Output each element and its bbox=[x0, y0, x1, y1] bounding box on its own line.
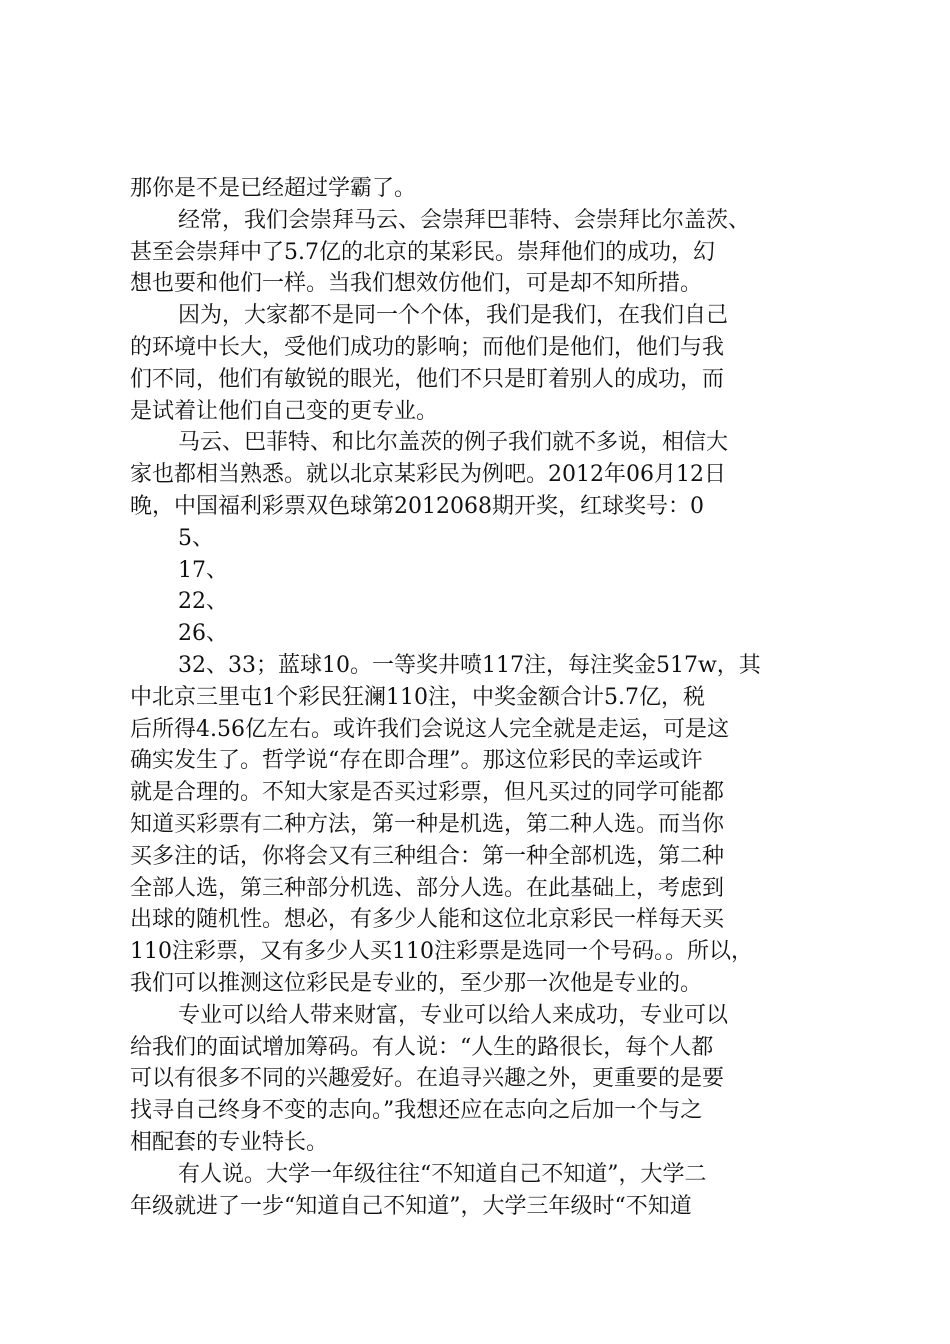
text-line: 全部人选，第三种部分机选、部分人选。在此基础上，考虑到 bbox=[130, 875, 725, 901]
text-line: 年级就进了一步“知道自己不知道”，大学三年级时“不知道 bbox=[130, 1193, 692, 1219]
text-line: 相配套的专业特长。 bbox=[130, 1129, 329, 1155]
text-line: 因为，大家都不是同一个个体，我们是我们，在我们自己 bbox=[178, 303, 729, 329]
text-line: 知道买彩票有二种方法，第一种是机选，第二种人选。而当你 bbox=[130, 811, 725, 837]
text-line: 我们可以推测这位彩民是专业的，至少那一次他是专业的。 bbox=[130, 970, 703, 996]
text-line: 5、 bbox=[178, 525, 214, 551]
text-line: 是试着让他们自己变的更专业。 bbox=[130, 398, 439, 424]
text-line: 后所得4.56亿左右。或许我们会说这人完全就是走运，可是这 bbox=[130, 716, 729, 742]
text-line: 买多注的话，你将会又有三种组合：第一种全部机选，第二种 bbox=[130, 843, 725, 869]
text-line: 26、 bbox=[178, 621, 228, 647]
text-line: 的环境中长大，受他们成功的影响；而他们是他们，他们与我 bbox=[130, 334, 725, 360]
text-line: 马云、巴菲特、和比尔盖茨的例子我们就不多说，相信大 bbox=[178, 430, 729, 456]
text-line: 确实发生了。哲学说“存在即合理”。那这位彩民的幸运或许 bbox=[130, 748, 703, 774]
text-line: 可以有很多不同的兴趣爱好。在追寻兴趣之外，更重要的是要 bbox=[130, 1066, 725, 1092]
text-line: 甚至会崇拜中了5.7亿的北京的某彩民。崇拜他们的成功，幻 bbox=[130, 239, 715, 265]
text-line: 想也要和他们一样。当我们想效仿他们，可是却不知所措。 bbox=[130, 271, 703, 297]
text-line: 专业可以给人带来财富，专业可以给人来成功，专业可以 bbox=[178, 1002, 729, 1028]
document-body bbox=[130, 173, 830, 1222]
text-line: 17、 bbox=[178, 557, 228, 583]
text-line: 110注彩票，又有多少人买110注彩票是选同一个号码。。所以， bbox=[130, 939, 753, 965]
text-line: 中北京三里屯1个彩民狂澜110注，中奖金额合计5.7亿，税 bbox=[130, 684, 705, 710]
text-line: 找寻自己终身不变的志向。”我想还应在志向之后加一个与之 bbox=[130, 1098, 703, 1124]
text-line: 出球的随机性。想必，有多少人能和这位北京彩民一样每天买 bbox=[130, 907, 725, 933]
text-line: 有人说。大学一年级往往“不知道自己不知道”，大学二 bbox=[178, 1161, 707, 1187]
text-line: 家也都相当熟悉。就以北京某彩民为例吧。2012年06月12日 bbox=[130, 462, 726, 488]
text-line: 22、 bbox=[178, 589, 228, 615]
text-line: 那你是不是已经超过学霸了。 bbox=[130, 176, 417, 201]
text-line: 晚，中国福利彩票双色球第2012068期开奖，红球奖号：0 bbox=[130, 493, 704, 519]
text-line: 们不同，他们有敏锐的眼光，他们不只是盯着别人的成功，而 bbox=[130, 366, 725, 392]
text-line: 经常，我们会崇拜马云、会崇拜巴菲特、会崇拜比尔盖茨、 bbox=[178, 207, 751, 233]
text-line: 给我们的面试增加筹码。有人说：“人生的路很长，每个人都 bbox=[130, 1034, 714, 1060]
text-line: 就是合理的。不知大家是否买过彩票，但凡买过的同学可能都 bbox=[130, 780, 725, 806]
text-line: 32、33；蓝球10。一等奖井喷117注，每注奖金517w，其 bbox=[178, 652, 761, 678]
